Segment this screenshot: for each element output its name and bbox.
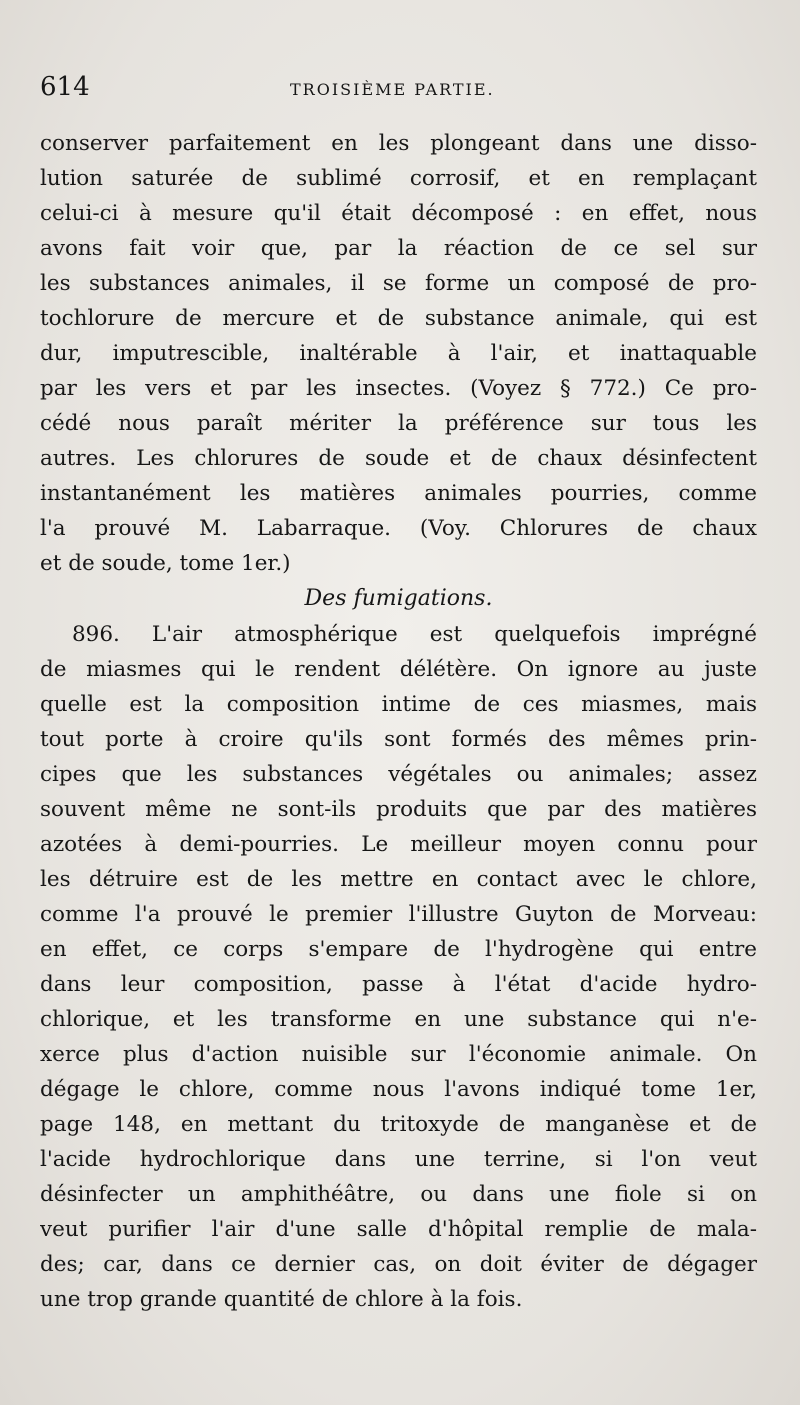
text-line: azotées à demi-pourries. Le meilleur moyen connu pour (40, 832, 757, 857)
text-line: les substances animales, il se forme un composé de pro- (40, 271, 757, 296)
body-text (40, 126, 757, 1317)
paragraph-1 (40, 126, 757, 581)
text-line: autres. Les chlorures de soude et de chaux désinfectent (40, 446, 757, 471)
text-line: xerce plus d'action nuisible sur l'économie animale. On (40, 1042, 757, 1067)
text-line: en effet, ce corps s'empare de l'hydrogène qui entre (40, 937, 757, 962)
text-line: et de soude, tome 1er.) (40, 551, 291, 576)
page-number: 614 (40, 72, 90, 102)
page-header (40, 70, 760, 110)
text-line: de miasmes qui le rendent délétère. On ignore au juste (40, 657, 757, 682)
text-line: désinfecter un amphithéâtre, ou dans une fiole si on (40, 1182, 757, 1207)
text-line: veut purifier l'air d'une salle d'hôpital remplie de mala- (40, 1217, 757, 1242)
text-line: souvent même ne sont-ils produits que par des matières (40, 797, 757, 822)
text-line: l'a prouvé M. Labarraque. (Voy. Chlorures de chaux (40, 516, 757, 541)
text-line: avons fait voir que, par la réaction de ce sel sur (40, 236, 757, 261)
text-line: page 148, en mettant du tritoxyde de manganèse et de (40, 1112, 757, 1137)
text-line: dégage le chlore, comme nous l'avons indiqué tome 1er, (40, 1077, 757, 1102)
text-line: les détruire est de les mettre en contact avec le chlore, (40, 867, 757, 892)
text-line: tout porte à croire qu'ils sont formés des mêmes prin- (40, 727, 757, 752)
text-line: tochlorure de mercure et de substance animale, qui est (40, 306, 757, 331)
paragraph-2 (40, 617, 757, 1317)
text-line: 896. L'air atmosphérique est quelquefois imprégné (72, 622, 757, 647)
text-line: celui-ci à mesure qu'il était décomposé : en effet, nous (40, 201, 757, 226)
text-line: cipes que les substances végétales ou animales; assez (40, 762, 757, 787)
text-line: une trop grande quantité de chlore à la fois. (40, 1287, 523, 1312)
text-line: conserver parfaitement en les plongeant dans une disso- (40, 131, 757, 156)
text-line: l'acide hydrochlorique dans une terrine, si l'on veut (40, 1147, 757, 1172)
text-line: des; car, dans ce dernier cas, on doit éviter de dégager (40, 1252, 757, 1277)
text-line: instantanément les matières animales pourries, comme (40, 481, 757, 506)
text-line: comme l'a prouvé le premier l'illustre Guyton de Morveau: (40, 902, 757, 927)
text-line: quelle est la composition intime de ces miasmes, mais (40, 692, 757, 717)
text-line: dur, imputrescible, inaltérable à l'air, et inattaquable (40, 341, 757, 366)
text-line: lution saturée de sublimé corrosif, et en remplaçant (40, 166, 757, 191)
text-line: cédé nous paraît mériter la préférence sur tous les (40, 411, 757, 436)
section-title: Des fumigations. (304, 586, 493, 611)
text-line: chlorique, et les transforme en une substance qui n'e- (40, 1007, 757, 1032)
text-line: dans leur composition, passe à l'état d'acide hydro- (40, 972, 757, 997)
text-line: par les vers et par les insectes. (Voyez § 772.) Ce pro- (40, 376, 757, 401)
running-title: TROISIÈME PARTIE. (290, 80, 495, 99)
